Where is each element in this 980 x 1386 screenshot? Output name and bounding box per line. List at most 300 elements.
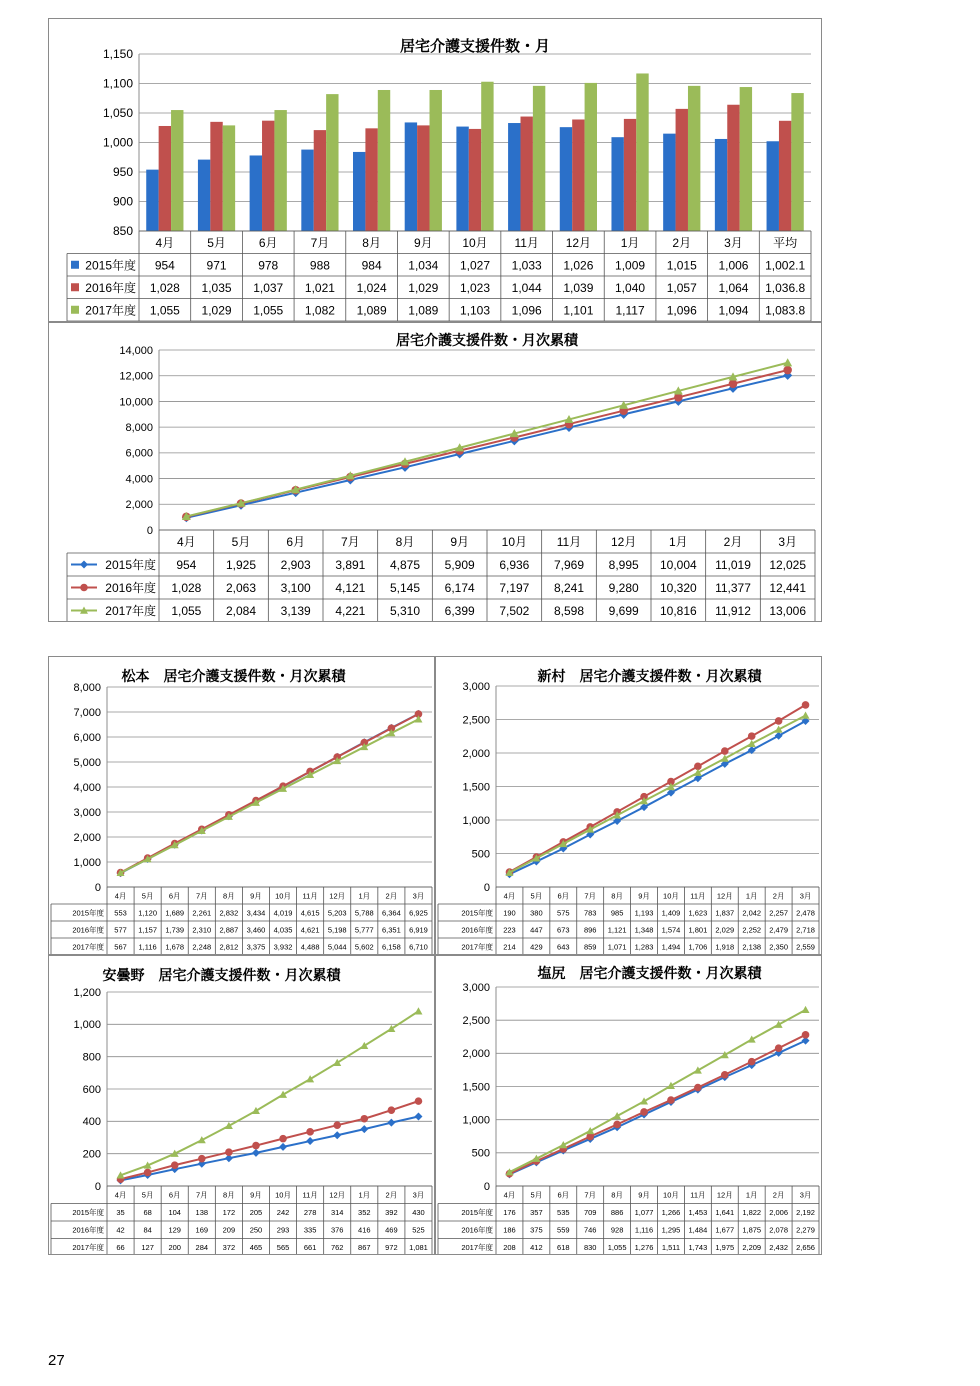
data-label: 661 bbox=[303, 1243, 317, 1253]
data-label: 2,042 bbox=[742, 908, 762, 918]
bar-2015年度 bbox=[456, 127, 468, 231]
data-label: 6,710 bbox=[409, 942, 428, 952]
x-tick-label: 12月 bbox=[329, 891, 346, 901]
data-label: 985 bbox=[610, 908, 624, 918]
legend-label-2015年度: 2015年度 bbox=[105, 558, 156, 573]
bar-2017年度 bbox=[171, 110, 183, 231]
data-label: 1,822 bbox=[742, 1208, 762, 1218]
data-label: 416 bbox=[358, 1225, 371, 1235]
data-label: 314 bbox=[330, 1208, 344, 1218]
x-tick-label: 10月 bbox=[462, 235, 488, 250]
data-label: 223 bbox=[503, 925, 516, 935]
x-tick-label: 2月 bbox=[772, 891, 785, 901]
y-tick-label: 1,100 bbox=[102, 76, 133, 91]
series-1-marker bbox=[415, 1097, 423, 1105]
x-tick-label: 1月 bbox=[358, 891, 371, 901]
data-label: 1,276 bbox=[634, 1243, 654, 1253]
x-tick-label: 10月 bbox=[275, 1190, 291, 1200]
data-label: 375 bbox=[530, 1225, 543, 1235]
series-0-marker bbox=[279, 1143, 287, 1151]
data-label: 1,295 bbox=[661, 1225, 681, 1235]
chart-title: 新村 居宅介護支援件数・月次累積 bbox=[537, 668, 762, 684]
x-tick-label: 7月 bbox=[584, 891, 597, 901]
data-label: 1,055 bbox=[253, 303, 284, 318]
data-label: 3,434 bbox=[246, 908, 266, 918]
niimura-chart-panel bbox=[435, 656, 822, 955]
legend-label-2017年度: 2017年度 bbox=[85, 303, 136, 318]
y-tick-label: 1,150 bbox=[102, 47, 133, 62]
x-tick-label: 6月 bbox=[168, 891, 181, 901]
x-tick-label: 5月 bbox=[231, 535, 251, 550]
data-label: 6,936 bbox=[499, 558, 530, 573]
data-label: 1,641 bbox=[715, 1208, 735, 1218]
data-label: 1,348 bbox=[634, 925, 654, 935]
series-line-2016年度 bbox=[121, 714, 419, 873]
bar-2015年度 bbox=[508, 123, 520, 231]
data-label: 1,089 bbox=[408, 303, 439, 318]
data-label: 335 bbox=[303, 1225, 317, 1235]
x-tick-label: 6月 bbox=[557, 891, 570, 901]
data-label: 372 bbox=[222, 1243, 236, 1253]
data-label: 2,812 bbox=[219, 942, 239, 952]
data-label: 2,903 bbox=[280, 558, 311, 573]
x-tick-label: 7月 bbox=[195, 1190, 208, 1200]
data-label: 867 bbox=[358, 1243, 371, 1253]
data-label: 1,040 bbox=[615, 280, 646, 295]
data-label: 2,832 bbox=[219, 908, 239, 918]
x-tick-label: 11月 bbox=[556, 535, 582, 550]
x-tick-label: 3月 bbox=[778, 535, 798, 550]
data-label: 250 bbox=[249, 1225, 263, 1235]
data-label: 5,788 bbox=[354, 908, 374, 918]
data-label: 1,511 bbox=[661, 1243, 681, 1253]
legend-label-2016年度: 2016年度 bbox=[72, 925, 104, 935]
data-label: 380 bbox=[530, 908, 543, 918]
data-label: 6,158 bbox=[381, 942, 401, 952]
series-1-marker bbox=[198, 1155, 206, 1163]
data-label: 971 bbox=[206, 258, 227, 273]
x-tick-label: 7月 bbox=[340, 535, 360, 550]
y-tick-label: 1,000 bbox=[73, 856, 101, 869]
legend-label-2016年度: 2016年度 bbox=[461, 925, 493, 935]
data-label: 205 bbox=[249, 1208, 263, 1218]
data-label: 176 bbox=[503, 1208, 516, 1218]
y-tick-label: 6,000 bbox=[125, 447, 153, 460]
x-tick-label: 11月 bbox=[690, 1190, 706, 1200]
data-label: 200 bbox=[168, 1243, 181, 1253]
series-1-marker bbox=[613, 1121, 621, 1129]
bar-2017年度 bbox=[791, 93, 803, 231]
data-label: 762 bbox=[330, 1243, 344, 1253]
x-tick-label: 12月 bbox=[565, 235, 592, 250]
data-label: 1,044 bbox=[511, 280, 542, 295]
x-tick-label: 10月 bbox=[275, 891, 291, 901]
data-label: 1,035 bbox=[201, 280, 232, 295]
data-label: 1,706 bbox=[688, 942, 708, 952]
series-0-marker bbox=[80, 561, 88, 569]
data-label: 12,025 bbox=[769, 558, 807, 573]
data-label: 1,023 bbox=[459, 280, 491, 295]
data-label: 859 bbox=[583, 942, 597, 952]
x-tick-label: 1月 bbox=[668, 535, 688, 550]
series-2-marker bbox=[721, 1051, 729, 1058]
y-tick-label: 200 bbox=[82, 1148, 101, 1161]
chart-title: 居宅介護支援件数・月次累積 bbox=[396, 332, 578, 348]
data-label: 1,121 bbox=[607, 925, 627, 935]
data-label: 12,441 bbox=[769, 581, 807, 596]
data-label: 1,015 bbox=[666, 258, 697, 273]
y-tick-label: 1,200 bbox=[73, 986, 101, 999]
y-tick-label: 1,500 bbox=[462, 781, 490, 794]
data-label: 567 bbox=[114, 942, 127, 952]
cumulative-line-chart bbox=[49, 323, 821, 621]
legend-label-2015年度: 2015年度 bbox=[461, 908, 493, 918]
y-tick-label: 0 bbox=[94, 1180, 101, 1193]
x-tick-label: 2月 bbox=[385, 891, 398, 901]
data-label: 68 bbox=[143, 1208, 152, 1218]
data-label: 2,350 bbox=[769, 942, 789, 952]
data-label: 1,039 bbox=[563, 280, 594, 295]
data-label: 172 bbox=[222, 1208, 236, 1218]
data-label: 5,310 bbox=[389, 604, 421, 619]
series-1-marker bbox=[171, 1161, 179, 1169]
data-label: 10,320 bbox=[659, 581, 697, 596]
y-tick-label: 1,000 bbox=[462, 814, 490, 827]
bar-2017年度 bbox=[430, 90, 442, 231]
matsumoto-chart-panel bbox=[48, 656, 435, 955]
y-tick-label: 800 bbox=[82, 1051, 101, 1064]
y-tick-label: 3,000 bbox=[73, 806, 101, 819]
legend-key-2017年度 bbox=[71, 306, 79, 314]
bar-2016年度 bbox=[210, 122, 222, 231]
data-label: 10,816 bbox=[659, 604, 697, 619]
bar-2016年度 bbox=[365, 128, 377, 231]
data-label: 2,138 bbox=[742, 942, 762, 952]
legend-label-2017年度: 2017年度 bbox=[461, 942, 493, 952]
x-tick-label: 4月 bbox=[114, 1190, 127, 1200]
x-tick-label: 1月 bbox=[358, 1190, 371, 1200]
x-tick-label: 11月 bbox=[302, 891, 318, 901]
data-label: 886 bbox=[610, 1208, 624, 1218]
x-tick-label: 8月 bbox=[223, 891, 235, 901]
cumulative-chart-panel bbox=[48, 322, 822, 622]
data-label: 2,257 bbox=[769, 908, 789, 918]
data-label: 1,094 bbox=[718, 303, 749, 318]
bar-2017年度 bbox=[481, 82, 493, 231]
data-label: 3,460 bbox=[246, 925, 266, 935]
series-1-marker bbox=[144, 1169, 152, 1177]
legend-label-2015年度: 2015年度 bbox=[72, 908, 104, 918]
data-label: 2,479 bbox=[769, 925, 789, 935]
data-label: 6,399 bbox=[444, 604, 475, 619]
x-tick-label: 9月 bbox=[450, 535, 470, 550]
azumino-chart-panel bbox=[48, 955, 435, 1255]
data-label: 2,029 bbox=[715, 925, 735, 935]
data-label: 5,602 bbox=[354, 942, 374, 952]
data-label: 1,081 bbox=[409, 1243, 428, 1253]
y-tick-label: 5,000 bbox=[73, 756, 101, 769]
y-tick-label: 0 bbox=[146, 524, 153, 537]
bar-2015年度 bbox=[301, 150, 313, 231]
x-tick-label: 5月 bbox=[141, 1190, 154, 1200]
data-label: 1,283 bbox=[634, 942, 654, 952]
bar-2016年度 bbox=[624, 119, 636, 231]
chart-title: 安曇野 居宅介護支援件数・月次累積 bbox=[102, 967, 341, 983]
x-tick-label: 3月 bbox=[724, 235, 743, 250]
x-tick-label: 6月 bbox=[286, 535, 306, 550]
data-label: 1,006 bbox=[718, 258, 749, 273]
data-label: 214 bbox=[503, 942, 516, 952]
x-tick-label: 5月 bbox=[530, 891, 543, 901]
data-label: 465 bbox=[249, 1243, 263, 1253]
data-label: 1,623 bbox=[688, 908, 708, 918]
y-tick-label: 8,000 bbox=[73, 681, 101, 694]
data-label: 2,006 bbox=[769, 1208, 789, 1218]
series-0-marker bbox=[414, 1112, 422, 1120]
bar-2015年度 bbox=[611, 137, 623, 231]
x-tick-label: 4月 bbox=[176, 535, 196, 550]
series-line-2017年度 bbox=[186, 363, 787, 517]
data-label: 577 bbox=[114, 925, 127, 935]
data-label: 896 bbox=[583, 925, 597, 935]
azumino-line-chart bbox=[49, 956, 434, 1254]
x-tick-label: 4月 bbox=[503, 891, 516, 901]
bar-2015年度 bbox=[146, 170, 158, 231]
data-label: 1,689 bbox=[165, 908, 185, 918]
data-label: 525 bbox=[412, 1225, 425, 1235]
x-tick-label: 6月 bbox=[258, 235, 278, 250]
series-1-marker bbox=[252, 1142, 260, 1150]
data-label: 1,678 bbox=[165, 942, 185, 952]
bar-2015年度 bbox=[767, 141, 779, 231]
data-label: 429 bbox=[530, 942, 543, 952]
y-tick-label: 14,000 bbox=[119, 344, 153, 357]
data-label: 2,084 bbox=[225, 604, 257, 619]
legend-label-2017年度: 2017年度 bbox=[72, 1243, 104, 1253]
data-label: 4,221 bbox=[335, 604, 366, 619]
data-label: 2,559 bbox=[796, 942, 815, 952]
data-label: 35 bbox=[116, 1208, 125, 1218]
data-label: 1,116 bbox=[634, 1225, 654, 1235]
data-label: 357 bbox=[530, 1208, 543, 1218]
x-tick-label: 4月 bbox=[114, 891, 127, 901]
data-label: 242 bbox=[276, 1208, 290, 1218]
y-tick-label: 8,000 bbox=[125, 421, 153, 434]
data-label: 2,078 bbox=[769, 1225, 789, 1235]
x-tick-label: 1月 bbox=[620, 235, 640, 250]
data-label: 7,502 bbox=[499, 604, 530, 619]
data-label: 988 bbox=[309, 258, 330, 273]
data-label: 3,891 bbox=[335, 558, 366, 573]
x-tick-label: 12月 bbox=[329, 1190, 346, 1200]
legend-label-2016年度: 2016年度 bbox=[461, 1225, 493, 1235]
data-label: 1,484 bbox=[688, 1225, 708, 1235]
series-0-marker bbox=[306, 1137, 314, 1145]
data-label: 9,699 bbox=[608, 604, 639, 619]
data-label: 2,478 bbox=[796, 908, 815, 918]
data-label: 1,034 bbox=[408, 258, 439, 273]
monthly-chart-panel bbox=[48, 18, 822, 322]
series-2-marker bbox=[279, 1091, 287, 1098]
page-number: 27 bbox=[48, 1352, 65, 1369]
data-label: 1,026 bbox=[563, 258, 594, 273]
x-tick-label: 9月 bbox=[250, 891, 262, 901]
data-label: 208 bbox=[503, 1243, 516, 1253]
data-label: 209 bbox=[222, 1225, 236, 1235]
data-label: 1,002.1 bbox=[765, 258, 806, 273]
data-label: 8,241 bbox=[553, 581, 585, 596]
data-label: 1,120 bbox=[138, 908, 158, 918]
data-label: 1,193 bbox=[634, 908, 654, 918]
bar-2016年度 bbox=[314, 130, 326, 231]
data-label: 1,677 bbox=[715, 1225, 735, 1235]
x-tick-label: 9月 bbox=[638, 891, 650, 901]
series-line-2015年度 bbox=[186, 375, 787, 517]
chart-title: 塩尻 居宅介護支援件数・月次累積 bbox=[537, 965, 762, 981]
x-tick-label: 11月 bbox=[690, 891, 706, 901]
series-1-marker bbox=[640, 1108, 648, 1116]
data-label: 1,117 bbox=[615, 303, 645, 318]
x-tick-label: 5月 bbox=[207, 235, 226, 250]
series-1-marker bbox=[694, 1084, 702, 1092]
x-tick-label: 3月 bbox=[412, 891, 425, 901]
data-label: 575 bbox=[557, 908, 570, 918]
data-label: 4,035 bbox=[273, 925, 293, 935]
x-tick-label: 10月 bbox=[663, 891, 679, 901]
legend-label-2017年度: 2017年度 bbox=[105, 604, 156, 619]
data-label: 746 bbox=[583, 1225, 597, 1235]
y-tick-label: 950 bbox=[112, 165, 133, 180]
data-label: 643 bbox=[557, 942, 570, 952]
x-tick-label: 4月 bbox=[155, 235, 175, 250]
data-label: 1,064 bbox=[718, 280, 749, 295]
data-label: 84 bbox=[143, 1225, 152, 1235]
x-tick-label: 6月 bbox=[168, 1190, 181, 1200]
data-label: 1,801 bbox=[688, 925, 708, 935]
data-label: 4,019 bbox=[273, 908, 293, 918]
bar-2017年度 bbox=[688, 86, 700, 231]
series-line-2017年度 bbox=[509, 716, 805, 873]
series-1-marker bbox=[388, 1106, 396, 1114]
data-label: 535 bbox=[557, 1208, 570, 1218]
data-label: 2,261 bbox=[192, 908, 212, 918]
x-tick-label: 9月 bbox=[638, 1190, 650, 1200]
y-tick-label: 400 bbox=[82, 1116, 101, 1129]
data-label: 2,252 bbox=[742, 925, 762, 935]
x-tick-label: 8月 bbox=[395, 535, 415, 550]
data-label: 618 bbox=[557, 1243, 570, 1253]
series-1-marker bbox=[306, 1128, 314, 1136]
x-tick-label: 9月 bbox=[413, 235, 433, 250]
y-tick-label: 900 bbox=[112, 194, 133, 209]
data-label: 1,918 bbox=[715, 942, 735, 952]
data-label: 5,044 bbox=[327, 942, 347, 952]
chart-title: 松本 居宅介護支援件数・月次累積 bbox=[121, 668, 346, 684]
y-tick-label: 0 bbox=[94, 881, 101, 894]
data-label: 1,409 bbox=[661, 908, 681, 918]
data-label: 1,837 bbox=[715, 908, 735, 918]
data-label: 972 bbox=[385, 1243, 398, 1253]
monthly-bar-chart bbox=[49, 19, 821, 321]
data-label: 4,875 bbox=[389, 558, 421, 573]
bar-2015年度 bbox=[715, 139, 727, 231]
y-tick-label: 0 bbox=[483, 881, 490, 894]
series-1-marker bbox=[279, 1135, 287, 1143]
data-label: 1,083.8 bbox=[765, 303, 806, 318]
series-line-2016年度 bbox=[121, 1101, 419, 1179]
data-label: 6,364 bbox=[381, 908, 401, 918]
series-line-2015年度 bbox=[121, 1116, 419, 1180]
y-tick-label: 2,500 bbox=[462, 1015, 490, 1028]
data-label: 469 bbox=[385, 1225, 398, 1235]
data-label: 1,975 bbox=[715, 1243, 735, 1253]
data-label: 278 bbox=[303, 1208, 317, 1218]
series-1-marker bbox=[775, 1044, 783, 1052]
data-label: 6,925 bbox=[409, 908, 428, 918]
legend-key-2016年度 bbox=[71, 283, 79, 291]
series-0-marker bbox=[360, 1125, 368, 1133]
legend-label-2015年度: 2015年度 bbox=[72, 1208, 104, 1218]
series-1-marker bbox=[729, 379, 738, 388]
data-label: 1,055 bbox=[149, 303, 180, 318]
x-tick-label: 2月 bbox=[385, 1190, 398, 1200]
series-0-marker bbox=[387, 1119, 395, 1127]
data-label: 1,875 bbox=[742, 1225, 762, 1235]
series-2-marker bbox=[667, 1082, 675, 1089]
data-label: 5,145 bbox=[389, 581, 421, 596]
x-tick-label: 3月 bbox=[799, 1190, 812, 1200]
y-tick-label: 2,500 bbox=[462, 714, 490, 727]
y-tick-label: 850 bbox=[112, 224, 133, 239]
x-tick-label: 5月 bbox=[141, 891, 154, 901]
legend-label-2017年度: 2017年度 bbox=[72, 942, 104, 952]
data-label: 7,969 bbox=[553, 558, 585, 573]
series-1-marker bbox=[80, 584, 88, 592]
bar-2016年度 bbox=[469, 129, 481, 231]
data-label: 430 bbox=[412, 1208, 425, 1218]
x-tick-label: 8月 bbox=[611, 1190, 623, 1200]
data-label: 559 bbox=[557, 1225, 570, 1235]
data-label: 2,432 bbox=[769, 1243, 789, 1253]
x-tick-label: 8月 bbox=[223, 1190, 235, 1200]
data-label: 5,777 bbox=[354, 925, 374, 935]
series-1-marker bbox=[748, 1058, 756, 1066]
series-1-marker bbox=[360, 1115, 368, 1123]
x-tick-label: 平均 bbox=[773, 235, 798, 250]
y-tick-label: 4,000 bbox=[73, 781, 101, 794]
series-1-marker bbox=[775, 717, 783, 725]
series-1-marker bbox=[667, 1096, 675, 1104]
data-label: 2,279 bbox=[796, 1225, 815, 1235]
legend-label-2016年度: 2016年度 bbox=[85, 280, 136, 295]
data-label: 1,024 bbox=[356, 280, 387, 295]
series-2-marker bbox=[640, 1097, 648, 1104]
data-label: 1,089 bbox=[356, 303, 387, 318]
data-label: 1,055 bbox=[171, 604, 202, 619]
y-tick-label: 2,000 bbox=[125, 499, 153, 512]
series-2-marker bbox=[802, 1006, 810, 1013]
data-label: 1,494 bbox=[661, 942, 681, 952]
x-tick-label: 2月 bbox=[672, 235, 692, 250]
bar-2016年度 bbox=[779, 121, 791, 231]
x-tick-label: 2月 bbox=[723, 535, 743, 550]
legend-label-2017年度: 2017年度 bbox=[461, 1243, 493, 1253]
x-tick-label: 11月 bbox=[302, 1190, 318, 1200]
data-label: 169 bbox=[195, 1225, 209, 1235]
data-label: 1,739 bbox=[165, 925, 185, 935]
data-label: 1,055 bbox=[607, 1243, 627, 1253]
series-1-marker bbox=[748, 732, 756, 740]
